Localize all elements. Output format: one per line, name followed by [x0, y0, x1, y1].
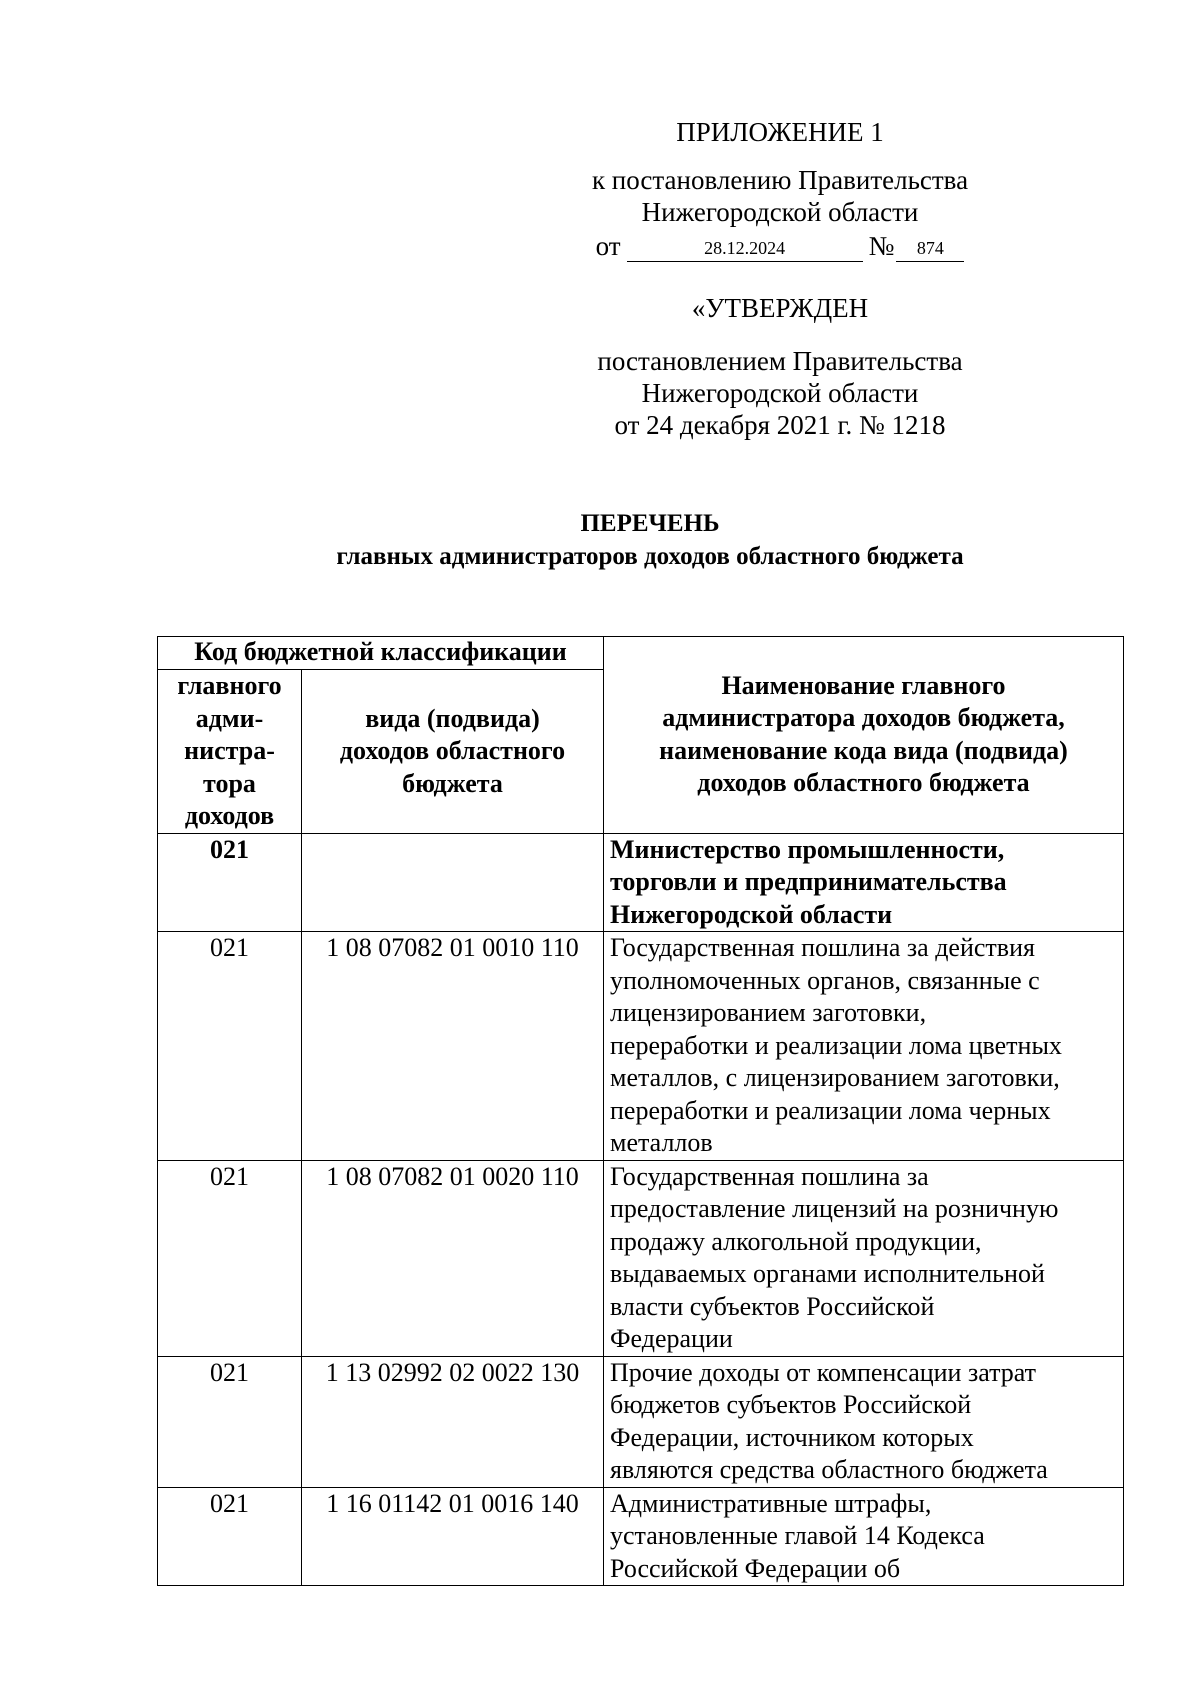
name-line: лицензированием заготовки,	[610, 998, 927, 1027]
decree-reference	[560, 164, 1000, 262]
approved-title-block	[560, 292, 1000, 324]
decree-date-number-line	[560, 228, 1000, 262]
name-line: Федерации, источником которых	[610, 1422, 974, 1452]
date-prefix: от	[595, 231, 621, 261]
name-line: металлов, с лицензированием заготовки,	[610, 1063, 1060, 1092]
table-row	[158, 1356, 1124, 1487]
admin-code-cell: 021	[158, 932, 302, 1161]
approved-line-3: от 24 декабря 2021 г. № 1218	[614, 410, 946, 440]
name-cell	[604, 833, 1124, 932]
name-line: предоставление лицензий на розничную	[610, 1194, 1059, 1223]
revenue-code-cell: 1 08 07082 01 0020 110	[302, 1160, 604, 1356]
name-line: Министерство промышленности,	[610, 834, 1005, 864]
admin-code-cell: 021	[158, 1356, 302, 1487]
header-name-line: Наименование главного	[721, 670, 1006, 700]
number-sign: №	[868, 231, 895, 261]
name-line: переработки и реализации лома черных	[610, 1095, 1051, 1125]
header-admin-line: доходов	[184, 801, 275, 830]
name-cell	[604, 1487, 1124, 1586]
header-admin-line: главного	[177, 671, 282, 700]
header-admin-line: нистра-	[184, 736, 275, 765]
header-chief-administrator	[158, 670, 302, 834]
header-admin-line: тора	[203, 768, 256, 798]
header-admin-line: адми-	[195, 703, 264, 733]
header-budget-classification: Код бюджетной классификации	[158, 637, 604, 670]
header-code-line: вида (подвида)	[365, 703, 540, 733]
name-line: власти субъектов Российской	[610, 1291, 935, 1321]
name-line: Административные штрафы,	[610, 1488, 932, 1518]
name-line: бюджетов субъектов Российской	[610, 1390, 972, 1419]
name-line: металлов	[610, 1128, 713, 1157]
name-line: переработки и реализации лома цветных	[610, 1030, 1062, 1060]
header-code-line: бюджета	[402, 768, 503, 798]
approved-by-block	[560, 345, 1000, 441]
revenue-code-cell: 1 13 02992 02 0022 130	[302, 1356, 604, 1487]
approved-line-2: Нижегородской области	[641, 378, 919, 408]
name-line: Государственная пошлина за действия	[610, 933, 1035, 962]
revenue-code-cell: 1 08 07082 01 0010 110	[302, 932, 604, 1161]
approved-line-1: постановлением Правительства	[597, 346, 963, 376]
table-row	[158, 833, 1124, 932]
name-line: являются средства областного бюджета	[610, 1455, 1048, 1484]
approved-title: «УТВЕРЖДЕН	[691, 293, 869, 323]
revenue-code-cell: 1 16 01142 01 0016 140	[302, 1487, 604, 1586]
name-line: Российской Федерации об	[610, 1553, 901, 1583]
admin-code-cell: 021	[158, 1160, 302, 1356]
header-revenue-type-code	[302, 670, 604, 834]
name-line: Федерации	[610, 1324, 733, 1353]
header-name-line: доходов областного бюджета	[697, 768, 1030, 798]
name-line: выдаваемых органами исполнительной	[610, 1259, 1045, 1288]
budget-classification-table	[157, 636, 1124, 1586]
title-main: ПЕРЕЧЕНЬ	[580, 510, 720, 537]
name-line: Прочие доходы от компенсации затрат	[610, 1357, 1037, 1387]
name-cell	[604, 1356, 1124, 1487]
name-line: продажу алкогольной продукции,	[610, 1226, 982, 1256]
revenue-code-cell	[302, 833, 604, 932]
table-row	[158, 932, 1124, 1161]
decree-number: 874	[896, 238, 964, 262]
name-line: уполномоченных органов, связанные с	[610, 965, 1040, 995]
decree-line-1: к постановлению Правительства	[591, 165, 969, 195]
decree-line-2: Нижегородской области	[641, 197, 919, 227]
name-line: установленные главой 14 Кодекса	[610, 1521, 985, 1550]
header-name-line: наименование кода вида (подвида)	[659, 735, 1068, 765]
admin-code-cell: 021	[158, 833, 302, 932]
header-code-line: доходов областного	[339, 736, 566, 765]
appendix-header	[560, 116, 1000, 150]
admin-code-cell: 021	[158, 1487, 302, 1586]
document-title	[150, 507, 1150, 573]
header-name-line: администратора доходов бюджета,	[662, 703, 1065, 733]
name-line: торговли и предпринимательства	[610, 867, 1007, 896]
appendix-title: ПРИЛОЖЕНИЕ 1	[676, 117, 884, 147]
name-line: Нижегородской области	[610, 899, 893, 929]
name-cell	[604, 1160, 1124, 1356]
table-row	[158, 1160, 1124, 1356]
decree-date: 28.12.2024	[627, 238, 863, 262]
title-subtitle: главных администраторов доходов областного бюджета	[336, 543, 964, 570]
name-line: Государственная пошлина за	[610, 1161, 929, 1191]
name-cell	[604, 932, 1124, 1161]
table-row	[158, 1487, 1124, 1586]
header-administrator-name	[604, 637, 1124, 834]
